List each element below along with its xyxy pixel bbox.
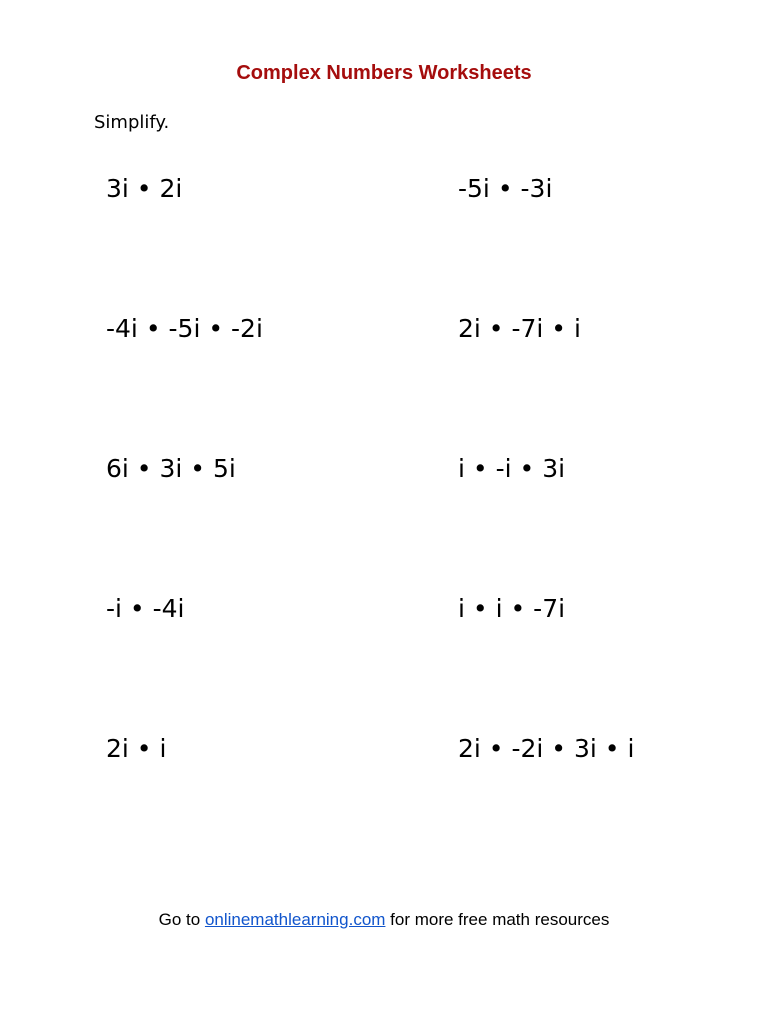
problem-6: i • -i • 3i	[458, 454, 566, 483]
instruction-text: Simplify.	[94, 112, 170, 133]
footer-prefix: Go to	[158, 910, 205, 929]
footer-link[interactable]: onlinemathlearning.com	[204, 910, 386, 929]
footer	[0, 910, 768, 930]
problem-2: -5i • -3i	[458, 174, 553, 203]
problem-3: -4i • -5i • -2i	[106, 314, 263, 343]
worksheet-title: Complex Numbers Worksheets	[236, 62, 532, 84]
problem-1: 3i • 2i	[106, 174, 183, 203]
problem-8: i • i • -7i	[458, 594, 566, 623]
problem-7: -i • -4i	[106, 594, 185, 623]
footer-suffix: for more free math resources	[385, 910, 610, 929]
problem-9: 2i • i	[106, 734, 167, 763]
problem-4: 2i • -7i • i	[458, 314, 581, 343]
problem-grid	[106, 170, 706, 870]
problem-5: 6i • 3i • 5i	[106, 454, 236, 483]
problem-10: 2i • -2i • 3i • i	[458, 734, 635, 763]
